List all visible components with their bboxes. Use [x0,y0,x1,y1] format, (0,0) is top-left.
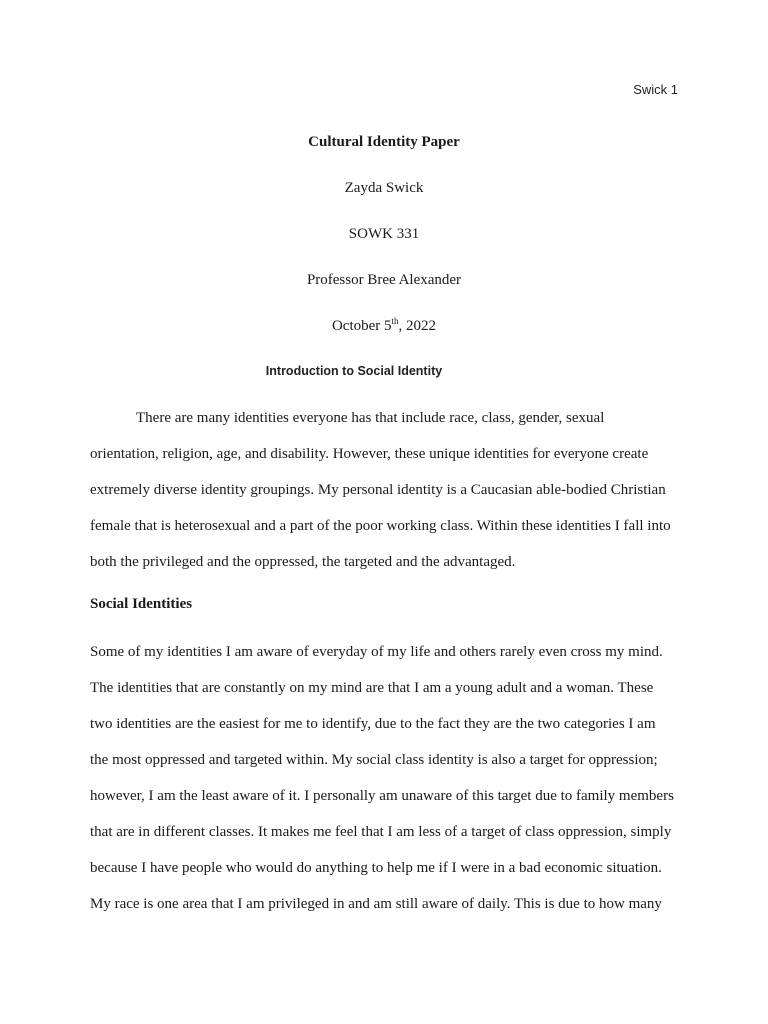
date-superscript: th [391,316,399,326]
social-line: The identities that are constantly on my mind are that I am a young adult and a woman. These [90,680,654,696]
social-line: Some of my identities I am aware of everyday of my life and others rarely even cross my mind. [90,644,663,660]
intro-line: female that is heterosexual and a part of the poor working class. Within these identities I fall into [90,518,671,534]
social-identities-heading: Social Identities [90,596,193,612]
author-name: Zayda Swick [344,180,424,196]
intro-line: orientation, religion, age, and disability. However, these unique identities for everyone create [90,446,649,462]
social-line: two identities are the easiest for me to identify, due to the fact they are the two categories I am [90,716,656,732]
date-prefix: October 5 [331,318,392,334]
submission-date [0,318,768,335]
professor-name: Professor Bree Alexander [306,272,462,288]
date-suffix: , 2022 [398,318,437,334]
social-identities-paragraph [90,634,680,922]
intro-line: There are many identities everyone has that include race, class, gender, sexual [136,410,605,426]
running-head: Swick 1 [633,82,678,97]
intro-line: both the privileged and the oppressed, the targeted and the advantaged. [90,554,516,570]
intro-line: extremely diverse identity groupings. My personal identity is a Caucasian able-bodied Christian [90,482,666,498]
social-line: however, I am the least aware of it. I personally am unaware of this target due to family members [90,788,674,804]
social-line: My race is one area that I am privileged in and am still aware of daily. This is due to how many [90,896,662,912]
intro-heading: Introduction to Social Identity [265,364,443,378]
intro-paragraph [90,400,680,580]
social-line: that are in different classes. It makes me feel that I am less of a target of class oppression, simply [90,824,672,840]
social-line: because I have people who would do anything to help me if I were in a bad economic situation. [90,860,662,876]
paper-title: Cultural Identity Paper [308,134,460,150]
course-code: SOWK 331 [348,226,420,242]
social-line: the most oppressed and targeted within. My social class identity is also a target for oppression; [90,752,658,768]
